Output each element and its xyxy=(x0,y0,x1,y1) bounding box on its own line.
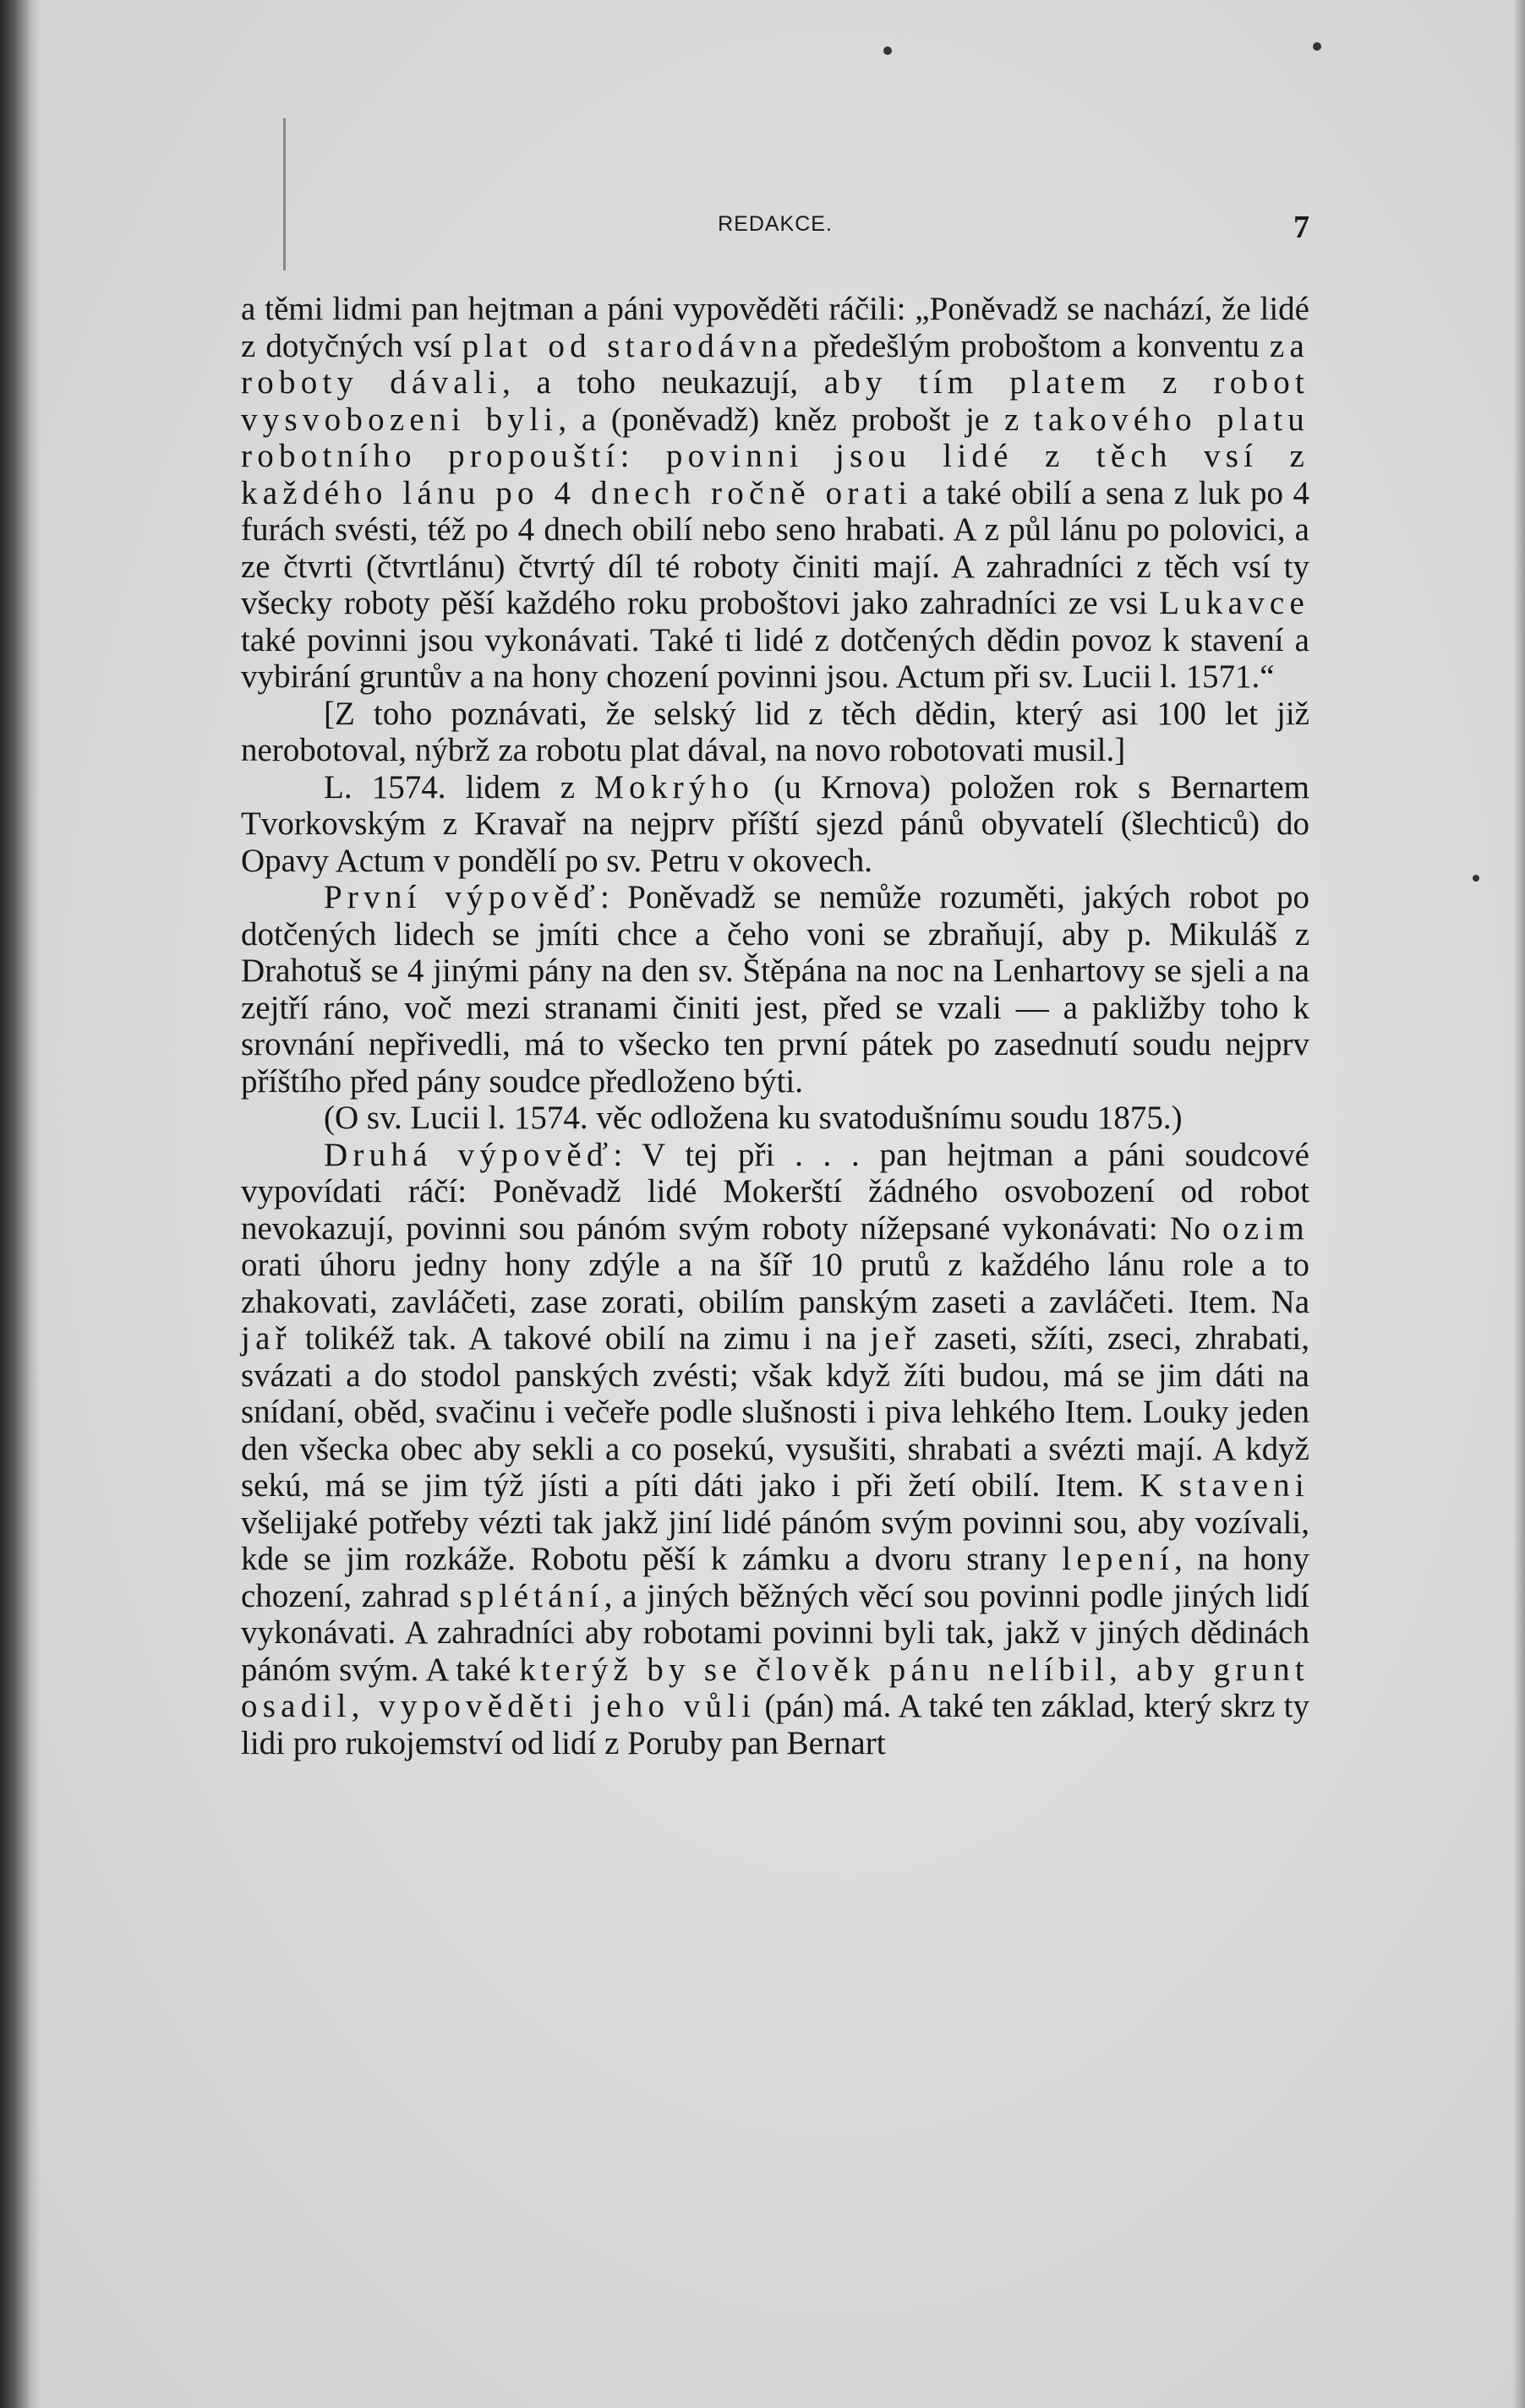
text-run: : Poněvadž se nemůže rozuměti, jakých robot po dotčených lidech se jmíti chce a čeho voni se zbraňují, aby p. Mikuláš z Drahotuš se 4 jinými pány na den sv. Štěpána na noc na Lenhartovy se sjeli a na zejtří ráno, voč mezi stranami činiti jest, před se vzali — a pakližby toho k srovnání nepřivedli, má to všecko ten první pátek po zasednutí soudu nejprv příštího před pány soudce předloženo býti. xyxy=(241,879,1309,1100)
text-run: (u Krnova) položen rok s Bernartem Tvorkovským z Kravař na nejprv příští sjezd pánů obyvatelí (šlechticů) do Opavy Actum v pondělí po sv. Petru v okovech. xyxy=(241,768,1309,879)
text-run: a také obilí a sena z luk po 4 furách svésti, též po 4 dnech obilí nebo seno hrabati. A z půl lánu po polovici, a ze čtvrti (čtvrtlánu) čtvrtý díl té roboty činiti mají. A zahradníci z těch vsí ty všecky roboty pěší každého roku proboštovi jako zahradníci ze vsi xyxy=(241,474,1309,621)
paragraph-5: (O sv. Lucii l. 1574. věc odložena ku svatodušnímu soudu 1875.) xyxy=(324,1100,1183,1136)
spaced-text: Lukavce xyxy=(1159,585,1309,621)
text-run: , a (poněvadž) kněz probošt je z xyxy=(558,401,1034,438)
spaced-text: První výpověď xyxy=(324,879,600,915)
spaced-text: splétání xyxy=(459,1577,604,1614)
paragraph-1 xyxy=(241,291,1309,696)
text-run: , a jiných běžných věcí sou povinni podle jiných lidí vykonávati. A zahradníci aby robotami povinni byli tak, jakž v jiných dědinách pánóm svým. A také xyxy=(241,1577,1309,1688)
text-run: všelijaké potřeby vézti tak jakž jiní lidé pánóm svým povinni sou, aby vozívali, kde se jim rozkáže. Robotu pěší k zámku a dvoru strany xyxy=(241,1504,1309,1577)
spaced-text: lepení xyxy=(1062,1541,1175,1577)
text-run: orati úhoru jedny hony zdýle a na šíř 10 prutů z každého lánu role a to zhakovati, zavláčeti, zase zorati, obilím panským zaseti a zavláčeti. Item. Na xyxy=(241,1247,1309,1320)
spaced-text: aby tím platem z robot vysvobozeni byli xyxy=(241,364,1310,438)
page-number: 7 xyxy=(1293,210,1309,245)
spaced-text: ozim xyxy=(1222,1209,1309,1247)
text-run: a těmi lidmi pan hejtman a páni vypověděti ráčili: „Poněvadž se nachází, že lidé z dotyčných vsí xyxy=(241,291,1309,364)
spaced-text: Mokrýho xyxy=(594,768,755,805)
running-title: REDAKCE. xyxy=(718,212,833,236)
spaced-text: staveni xyxy=(1178,1467,1309,1504)
text-run: zaseti, sžíti, zseci, zhrabati, svázati a do stodol panských zvésti; však když žíti budou, má se jim dáti na snídaní, oběd, svačinu i večeře podle slušnosti i piva lehkého Item. Louky jeden den všecka obec aby sekli a co posekú, vysušiti, shrabati a svézti mají. A když sekú, má se jim týž jísti a píti dáti jako i při žetí obilí. Item. K xyxy=(241,1320,1309,1504)
text-run: tolikéž tak. A takové obilí na zimu i na xyxy=(291,1320,871,1357)
text-run: předešlým proboštom a konventu xyxy=(802,327,1270,364)
text-run: , a toho neukazují, xyxy=(501,364,824,401)
page-edge-shadow-left xyxy=(0,0,41,2408)
spaced-text: jař xyxy=(241,1320,292,1357)
body-text xyxy=(241,291,1309,1761)
spaced-text: kterýž by se člověk pánu nelíbil, aby grunt osadil, vypověděti jeho vůli xyxy=(241,1651,1309,1724)
margin-mark xyxy=(283,118,286,270)
paragraph-6 xyxy=(241,1137,1309,1762)
spaced-text: za roboty dávali xyxy=(241,327,1310,401)
scan-speck xyxy=(1473,875,1479,882)
spaced-text: plat od starodávna xyxy=(462,327,803,364)
text-run: , na hony chození, zahrad xyxy=(241,1541,1310,1614)
paragraph-2: [Z toho poznávati, že selský lid z těch dědin, který asi 100 let již nerobotoval, nýbrž za robotu plat dával, na novo robotovati musil.] xyxy=(241,695,1309,768)
spaced-text: Druhá výpověď xyxy=(324,1136,614,1173)
page-header xyxy=(241,209,1309,243)
paragraph-3 xyxy=(241,769,1309,880)
spaced-text: jeř xyxy=(870,1320,921,1357)
spaced-text: takového platu robotního propouští: povinni jsou lidé z těch vsí z každého lánu po 4 dnech ročně orati xyxy=(241,401,1310,511)
scan-speck xyxy=(1313,42,1321,51)
text-run: L. 1574. lidem z xyxy=(324,768,595,805)
page-edge-shadow-right xyxy=(1513,0,1525,2408)
text-run: (pán) má. A také ten základ, který skrz ty lidi pro rukojemství od lidí z Poruby pan Bernart xyxy=(241,1688,1309,1761)
text-run: také povinni jsou vykonávati. Také ti lidé z dotčených dědin povoz k stavení a vybirání gruntův a na hony chození povinni jsou. Actum při sv. Lucii l. 1571.“ xyxy=(241,621,1309,695)
text-run: : V tej při . . . pan hejtman a páni soudcové vypovídati ráčí: Poněvadž lidé Mokerští žádného osvobození od robot nevokazují, povinni sou pánóm svým roboty nížepsané vykonávati: No xyxy=(241,1136,1309,1247)
scan-speck xyxy=(883,46,892,55)
paragraph-4 xyxy=(241,879,1309,1100)
